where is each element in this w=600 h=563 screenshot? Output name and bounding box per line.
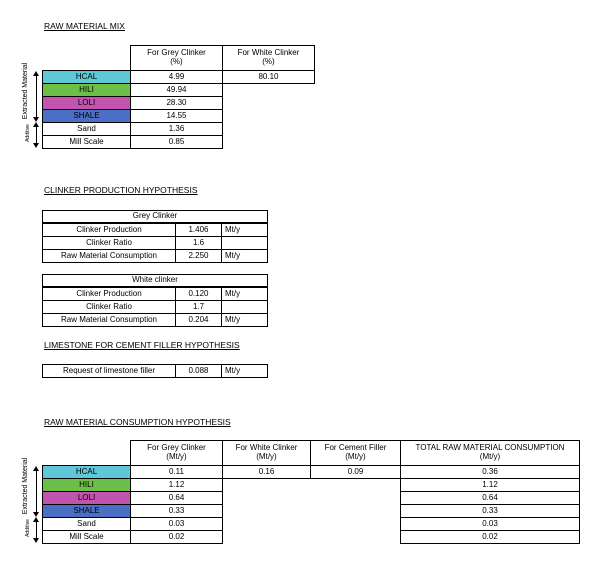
mix-row-white: 80.10: [222, 70, 315, 84]
mix-row-name: HCAL: [42, 70, 131, 84]
cons-extracted-arrow-up: [33, 466, 39, 471]
mix-additive-arrow-up: [33, 122, 39, 127]
cons-row-name: HCAL: [42, 465, 131, 479]
mix-extracted-label: Extracted Material: [22, 62, 29, 120]
white-row-unit: Mt/y: [221, 313, 268, 327]
grey-row-label: Raw Material Consumption: [42, 249, 176, 263]
white-row-unit: [221, 300, 268, 314]
grey-row-value: 2.250: [175, 249, 222, 263]
grey-row-label: Clinker Ratio: [42, 236, 176, 250]
grey-row-unit: Mt/y: [221, 223, 268, 237]
mix-row-name: LOLI: [42, 96, 131, 110]
mix-row-grey: 4.99: [130, 70, 223, 84]
cons-header-total: TOTAL RAW MATERIAL CONSUMPTION (Mt/y): [400, 440, 580, 466]
cons-row-grey: 0.64: [130, 491, 223, 505]
mix-row-name: HILI: [42, 83, 131, 97]
cons-row-name: SHALE: [42, 504, 131, 518]
cons-header-grey: For Grey Clinker (Mt/y): [130, 440, 223, 466]
cons-row-total: 0.33: [400, 504, 580, 518]
cons-row-name: Mill Scale: [42, 530, 131, 544]
white-row-value: 0.120: [175, 287, 222, 301]
raw-mix-title: RAW MATERIAL MIX: [44, 21, 125, 31]
white-row-value: 0.204: [175, 313, 222, 327]
cons-row-name: LOLI: [42, 491, 131, 505]
grey-row-label: Clinker Production: [42, 223, 176, 237]
cons-additive-arrow-up: [33, 517, 39, 522]
cons-extracted-bracket: [36, 471, 37, 515]
mix-row-grey: 49.94: [130, 83, 223, 97]
cons-row-total: 0.64: [400, 491, 580, 505]
filler-value: 0.088: [175, 364, 222, 378]
grey-row-unit: Mt/y: [221, 249, 268, 263]
mix-extracted-arrow-up: [33, 71, 39, 76]
mix-extracted-bracket: [36, 76, 37, 120]
mix-header-grey: For Grey Clinker (%): [130, 45, 223, 71]
mix-additive-arrow-down: [33, 143, 39, 148]
cons-row-name: HILI: [42, 478, 131, 492]
cons-row-white: 0.16: [222, 465, 311, 479]
cons-header-filler: For Cement Filler (Mt/y): [310, 440, 401, 466]
cons-row-total: 0.02: [400, 530, 580, 544]
white-row-label: Clinker Production: [42, 287, 176, 301]
mix-row-grey: 14.55: [130, 109, 223, 123]
mix-additive-bracket: [36, 126, 37, 144]
grey-row-value: 1.6: [175, 236, 222, 250]
white-row-label: Clinker Ratio: [42, 300, 176, 314]
mix-row-grey: 28.30: [130, 96, 223, 110]
white-row-unit: Mt/y: [221, 287, 268, 301]
cons-row-name: Sand: [42, 517, 131, 531]
mix-row-name: SHALE: [42, 109, 131, 123]
clinker-title: CLINKER PRODUCTION HYPOTHESIS: [44, 185, 198, 195]
cons-header-white: For White Clinker (Mt/y): [222, 440, 311, 466]
cons-row-total: 0.36: [400, 465, 580, 479]
white-row-label: Raw Material Consumption: [42, 313, 176, 327]
limestone-title: LIMESTONE FOR CEMENT FILLER HYPOTHESIS: [44, 340, 240, 350]
cons-additive-bracket: [36, 521, 37, 539]
mix-header-white: For White Clinker (%): [222, 45, 315, 71]
consumption-title: RAW MATERIAL CONSUMPTION HYPOTHESIS: [44, 417, 231, 427]
cons-row-total: 0.03: [400, 517, 580, 531]
filler-unit: Mt/y: [221, 364, 268, 378]
cons-row-grey: 0.11: [130, 465, 223, 479]
cons-row-grey: 0.02: [130, 530, 223, 544]
mix-row-grey: 0.85: [130, 135, 223, 149]
cons-additive-arrow-down: [33, 538, 39, 543]
mix-row-name: Mill Scale: [42, 135, 131, 149]
grey-row-value: 1.406: [175, 223, 222, 237]
cons-row-grey: 0.03: [130, 517, 223, 531]
white-row-value: 1.7: [175, 300, 222, 314]
cons-row-grey: 0.33: [130, 504, 223, 518]
filler-label: Request of limestone filler: [42, 364, 176, 378]
grey-clinker-title: Grey Clinker: [42, 210, 268, 223]
cons-row-total: 1.12: [400, 478, 580, 492]
cons-row-grey: 1.12: [130, 478, 223, 492]
mix-row-grey: 1.36: [130, 122, 223, 136]
mix-additive-label: Additive: [25, 124, 31, 142]
white-clinker-title: White clinker: [42, 274, 268, 287]
grey-row-unit: [221, 236, 268, 250]
mix-row-name: Sand: [42, 122, 131, 136]
cons-row-filler: 0.09: [310, 465, 401, 479]
cons-additive-label: Additive: [25, 519, 31, 537]
cons-extracted-label: Extracted Material: [22, 457, 29, 515]
